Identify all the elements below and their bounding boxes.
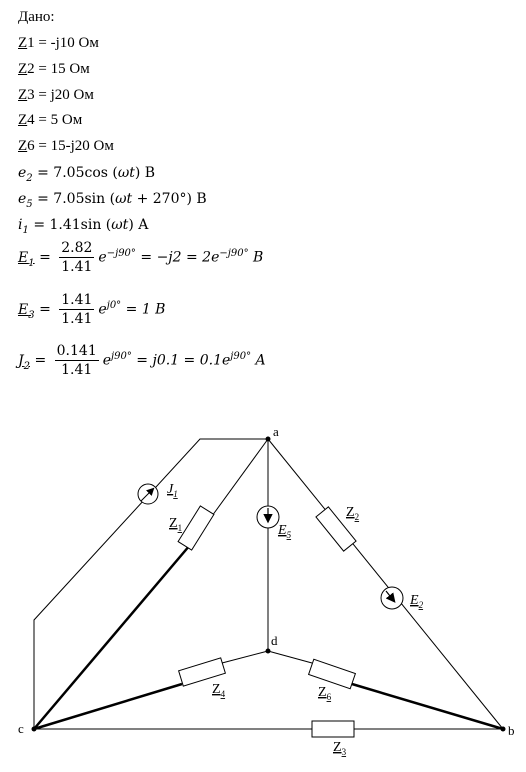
voltage-source-e2: [381, 587, 403, 609]
given-title: Дано:: [18, 9, 55, 25]
node-c-label: c: [18, 721, 24, 736]
given-z1: Z1 = -j10 Ом: [18, 35, 99, 51]
voltage-source-e5: [257, 506, 279, 528]
label-z6: $Z_6$: [318, 685, 332, 702]
equation-e1: $E_1$ = $\frac{2.82}{1.41}$ $e^{-j90^\circ} = -j2 = 2e^{-j90^\circ}$ B: [18, 240, 264, 275]
node-d-label: d: [271, 633, 278, 648]
label-j1: $J_1$: [167, 482, 178, 499]
given-z2: Z2 = 15 Ом: [18, 61, 90, 77]
given-z4: Z4 = 5 Ом: [18, 112, 83, 128]
impedance-z1: [178, 506, 214, 550]
given-z6: Z6 = 15-j20 Ом: [18, 138, 114, 154]
equation-j2: $J_2$ = $\frac{0.141}{1.41}$ $e^{j90^\circ} = j0.1 = 0.1e^{j90^\circ}$ A: [18, 343, 266, 378]
node-c-dot: [32, 727, 37, 732]
label-z4: $Z_4$: [212, 682, 226, 699]
wire-z6b: [352, 684, 503, 729]
label-e2: $E_2$: [410, 593, 424, 610]
given-i1: $i_1 = 1.41\sin$ (ωt) A: [18, 217, 149, 236]
node-b-label: b: [508, 723, 515, 738]
equation-e3: $E_3$ = $\frac{1.41}{1.41}$ $e^{j0^\circ} = 1$ B: [18, 292, 166, 327]
wire-j1-branch: [34, 439, 268, 729]
wire-z1-bottom: [34, 545, 190, 729]
impedance-z3: [312, 721, 354, 737]
node-b-dot: [501, 727, 506, 732]
node-a-label: a: [273, 424, 279, 439]
label-z1: $Z_1$: [169, 516, 183, 533]
given-z3: Z3 = j20 Ом: [18, 87, 94, 103]
wire-dz4: [222, 651, 268, 663]
node-d-dot: [266, 649, 271, 654]
wire-z1-top: [212, 439, 268, 516]
label-z2: $Z_2$: [346, 505, 360, 522]
label-z3: $Z_3$: [333, 740, 347, 757]
given-e5: $e_5 = 7.05\sin$ (ωt + 270°) B: [18, 191, 207, 210]
current-source-j1: [138, 484, 158, 504]
node-a-dot: [266, 437, 271, 442]
impedance-z6: [309, 659, 356, 688]
label-e5: $E_5$: [278, 523, 292, 540]
given-e2: $e_2 = 7.05\cos$ (ωt) B: [18, 165, 156, 184]
wire-cd: [34, 684, 182, 729]
wire-dz6: [268, 651, 312, 663]
wire-ab: [268, 439, 503, 729]
